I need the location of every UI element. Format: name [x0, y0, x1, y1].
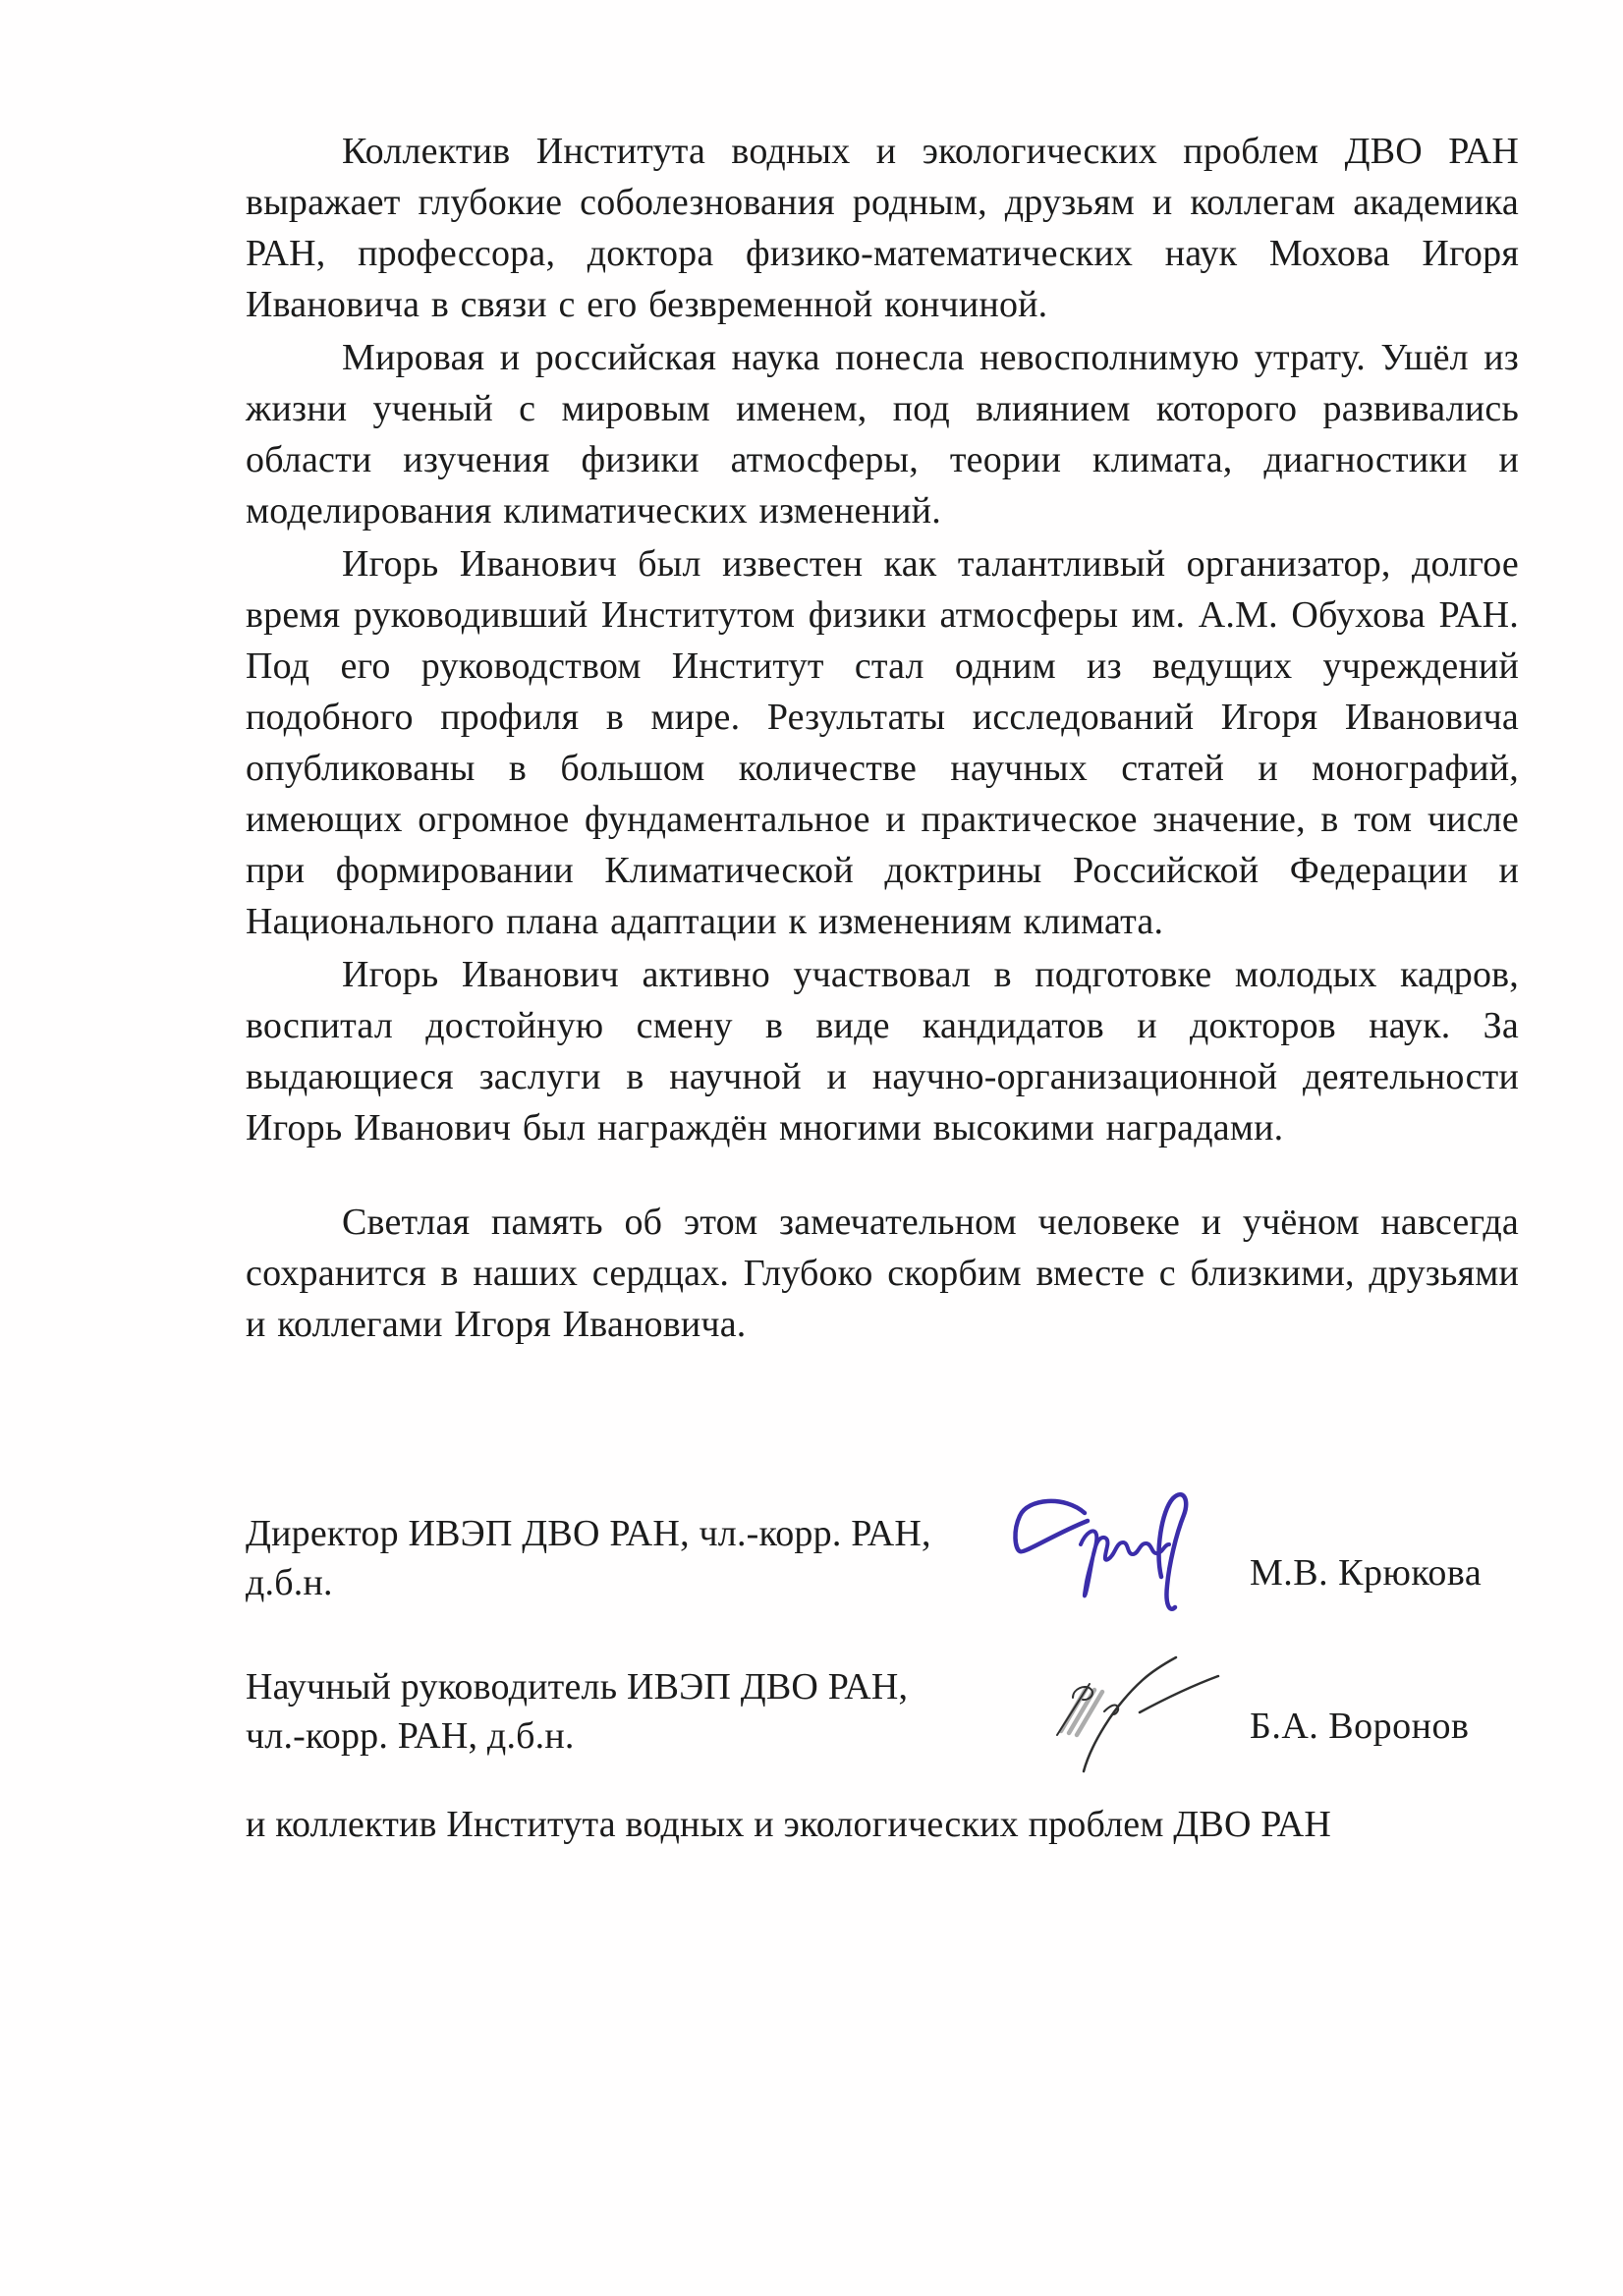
signature-voronov-autograph	[1030, 1633, 1231, 1780]
signature-title-supervisor	[246, 1662, 908, 1761]
letter-body	[246, 126, 1519, 1352]
paragraph-loss: Мировая и российская наука понесла невосполнимую утрату. Ушёл из жизни ученый с мировым именем, под влиянием которого развивались области изучения физики атмосферы, теории климата, диагностики и моделирования климатических изменений.	[246, 337, 1519, 532]
signature-name-voronov: Б.А. Воронов	[1250, 1706, 1470, 1747]
paragraph-mentorship: Игорь Иванович активно участвовал в подготовке молодых кадров, воспитал достойную смену в виде кандидатов и докторов наук. За выдающиеся заслуги в научной и научно-организационной деятельности Игорь Иванович был награждён многими высокими наградами.	[246, 954, 1519, 1148]
signature-name-kryukova: М.В. Крюкова	[1250, 1552, 1483, 1594]
collective-signoff-line: и коллектив Института водных и экологических проблем ДВО РАН	[246, 1804, 1332, 1845]
paragraph-memory: Светлая память об этом замечательном человеке и учёном навсегда сохранится в наших сердцах. Глубоко скорбим вместе с близкими, друзьями и коллегами Игоря Ивановича.	[246, 1202, 1519, 1345]
signature-kryukova-autograph	[994, 1484, 1218, 1623]
signature-title-director-line1: Директор ИВЭП ДВО РАН, чл.-корр. РАН,	[246, 1513, 931, 1554]
signature-title-director-line2: д.б.н.	[246, 1562, 333, 1603]
signature-title-director	[246, 1509, 931, 1607]
paragraph-career: Игорь Иванович был известен как талантливый организатор, долгое время руководивший Институтом физики атмосферы им. А.М. Обухова РАН. Под его руководством Институт стал одним из ведущих учреждений подобного профиля в мире. Результаты исследований Игоря Ивановича опубликованы в большом количестве научных статей и монографий, имеющих огромное фундаментальное и практическое значение, в том числе при формировании Климатической доктрины Российской Федерации и Национального плана адаптации к изменениям климата.	[246, 543, 1519, 942]
signature-title-supervisor-line2: чл.-корр. РАН, д.б.н.	[246, 1715, 575, 1757]
paragraph-condolences: Коллектив Института водных и экологических проблем ДВО РАН выражает глубокие соболезнования родным, друзьям и коллегам академика РАН, профессора, доктора физико-математических наук Мохова Игоря Ивановича в связи с его безвременной кончиной.	[246, 131, 1519, 325]
signature-title-supervisor-line1: Научный руководитель ИВЭП ДВО РАН,	[246, 1666, 909, 1708]
